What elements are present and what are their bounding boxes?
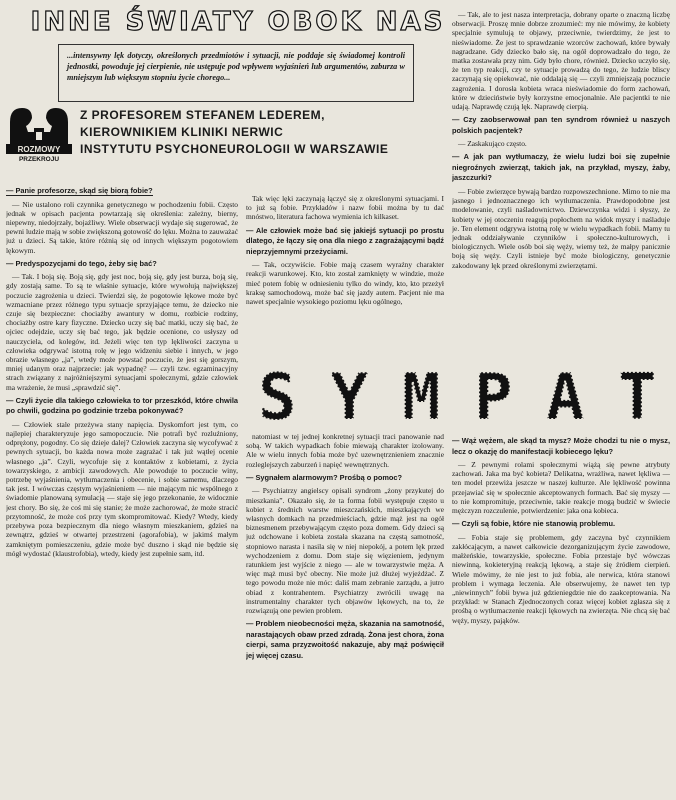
rozmowy-przekroju-logo [6,102,72,162]
art-letter: T [618,365,657,427]
question: — Czyli życie dla takiego człowieka to tor przeszkód, które chwila po chwili, godzina po godzinie trzeba pokonywać? [6,395,238,416]
question: — A jak pan wytłumaczy, że wielu ludzi boi się zupełnie niegroźnych zwierząt, takich jak, na przykład, myszy, żaby, jaszczurki? [452,152,670,183]
interview-headline [80,107,475,158]
stencil-art-letters [252,365,676,427]
question: — Ale człowiek może bać się jakiejś sytuacji po prostu dlatego, że łączy się ona dla niego z zagrażającymi bądź nieprzyjemnymi przeżyciami. [246,225,444,256]
question: — Czyli są fobie, które nie stanowią problemu. [452,519,616,529]
answer-paragraph: — Psychiatrzy angielscy opisali syndrom „żony przykutej do mieszkania”. Okazało się, że ta forma fobii występuje często u kobiet z średnich warstw mieszczańskich, mieszkających we własnych domkach na przedmieściach, gdzie mąż jest na ogół biznesmenem przebywającym często poza domem. Gdy dzieci są już odchowane i kobieta została skazana na częstą samotność, stopniowo narasta i nasila się w niej niepokój, a potem lęk przed wychodzeniem z domu. Dom staje się więzieniem, jedynym ratunkiem jest wyjście z niego — ale w towarzystwie męża. A więc mąż musi być obecny. Nie może już dłużej wyjeżdżać. Z tego powodu może nie móc: daliś mam zebranie zarządu, a jutro obiad z kontrahentem. Psychiatrzy zwrócili uwagę na instrumentalny charakter tych objawów lękowych, na to, że rozwiązują one pewien problem. [246,486,444,615]
article-column-3-top [452,10,670,362]
logo-line2: PRZEKROJU [18,156,60,162]
answer-paragraph: — Tak, oczywiście. Fobie mają czasem wyraźny charakter reakcji warunkowej. Kto, kto został zamknięty w windzie, może mieć potem fobię w odniesieniu tylko do windy, kto, kto przeżył kraksę samochodową, może bać się jazdy autem. Pacjent nie ma nawet specjalnie wysokiego poziomu lęku ogólnego, [246,260,444,306]
answer-paragraph: — Nie ustalono roli czynnika genetycznego w pochodzeniu fobii. Często jednak w opisach pacjenta powtarzają się określenia: zależny, bierny, niepewny, niedojrzały, bojaźliwy. Wiele obserwacji wydaje się sugerować, że pewni ludzie mają w sobie zwiększoną gotowość do lęku. Można to zauważać już u dzieci. Są takie, które różnią się od innych większym pogotowiem lękowym. [6,199,238,255]
question: — Czy zaobserwował pan ten syndrom również u naszych polskich pacjentek? [452,115,670,135]
art-letter: P [474,365,513,427]
article-column-2-top [246,194,444,362]
headline-line: KIEROWNIKIEM KLINIKI NERWIC [80,125,284,139]
art-letter: Y [330,365,369,427]
article-column-2-bottom [246,432,444,796]
paragraph: — Tak, ale to jest nasza interpretacja, dobrany oparte o znaczną liczbę obserwacji. Proszę mnie dobrze zrozumieć: my nie mówimy, że kobiety specjalnie symulują te objawy, przeciwnie, twierdzimy, że jest to nieświadome. Że jest to sprawdzanie wzorców zachowań, które bywały nagradzane. Gdy dziecko bało się, na ogół doprowadzało do tego, że matka zostawała przy nim. Gdy było chore, również. Dziecko uczyło się, że ten typ reakcji, czy te sytuacje prowadzą do tego, że ludzie bliscy zaczynają się opiekować, nie oddalają się — czyli zmniejszają poczucie zagrożenia. I dorosła kobieta wraca nieświadomie do form zachowań, które w dzieciństwie były korzystne emocjonalnie. Ale pacjentki te nie udają. Naprawdę czują lęk. Naprawdę cierpią. [452,10,670,112]
intro-quote-box: ...intensywny lęk dotyczy, określonych przedmiotów i sytuacji, nie poddaje się świadomej kontroli jednostki, powoduje jej cierpienie, nie ustępuje pod wpływem wyjaśnień lub argumentów, zaburza w mniejszym lub większym stopniu życie chorego... [58,44,414,102]
answer-paragraph: — Tak. I boją się. Boją się, gdy jest noc, boją się, gdy jest burza, boją się, gdy zostają same. To są te właśnie sytuacje, które wywołują największej poczucie zagrożenia u dzieci. Twierdzi się, że pogotowie lękowe może być wzmacniane przez różnego typu sytuacje sprzyjające temu, że dziecko nie czuje się bezpieczne: chociażby awantury w domu, rozbicie rodziny, chociażby ostre kary fizyczne. Dziecko uczy się bać matki, uczy się bać, że ojciec odejdzie, uczy się bać tego, jak będzie ocenione, co usłyszy od nauczyciela, od kolegów, itd. Jeżeli więc ten typ lękliwości zaczyna u człowieka odgrywać istotną rolę w jego widzeniu siebie i innych, w jego obrazie własnego „ja”, wtedy może powstać poczucie, że jest się gorszym, mniej udanym oraz najprzecie: jak wypadnę? — czyli tzw. egzaminacyjny strach związany z najróżniejszymi sytuacjami społecznymi, gdzie człowiek ma wrażenie, że musi „sprawdzić się”. [6,272,238,392]
question: — Problem nieobecności męża, skazania na samotność, narastających obaw przed zdradą. Żona jest chora, żona cierpi, sama przyzwoitość nakazuje, aby mąż poświęcił jej więcej czasu. [246,619,444,660]
article-column-1 [6,182,238,796]
headline-line: Z PROFESOREM STEFANEM LEDEREM, [80,108,326,122]
section-masthead: INNE ŚWIATY OBOK NAS [30,7,446,37]
paragraph: natomiast w tej jednej konkretnej sytuacji traci panowanie nad sobą. W takich wypadkach fobie miewają charakter izolowany. Ale w wielu innych fobia może być uzewnętrznieniem znacznie rozleglejszych zaburzeń i napięć wewnętrznych. [246,432,444,469]
question: — Panie profesorze, skąd się biorą fobie? [6,186,153,195]
article-column-3-bottom [452,432,670,796]
answer-paragraph: — Człowiek stale przeżywa stany napięcia. Dyskomfort jest tym, co najlepiej charakteryzuje jego samopoczucie. Nie potrafi być rozluźniony, odprężony, pogodny. Co się dzieje dalej? Człowiek zaczyna się wycofywać z pewnych sytuacji, bo każda nowa może zagrażać i tak już wątłej ocenie własnego „ja”. Czyli, wycofuje się z kontaktów z kobietami, z życia towarzyskiego, z ambicji zawodowych. Ale powoduje to poczucie winy, potrzebę wyjaśnienia, wytłumaczenia i obecenie, i sobie samemu, dlaczego tak jest. I wówczas częstym wyjaśnieniem — nie mającym nic wspólnego z świadomie planowaną symulacją — staje się jego przekonanie, że widocznie jest chory. Bo się, że coś mi się stanie; że może zachorować, że może stracić przytomność, że może coś przy tym skompromitować. Kiedy? Wtedy, kiedy przebywa poza bezpiecznym dla niego własnym mieszkaniem, gdzieś na zewnątrz, gdzieś w otwartej przestrzeni (agorafobia), w jakimś małym zamkniętym pomieszczeniu, gdzie może być duszno i skąd nie będzie się mógł wydostać (klaustrofobia), wtedy, kiedy jest zupełnie sam, itd. [6,419,238,558]
art-letter: S [258,365,297,427]
question: — Wąż wężem, ale skąd ta mysz? Może chodzi tu nie o mysz, lecz o okazję do manifestacji kobiecego lęku? [452,436,670,456]
art-letter: A [546,365,585,427]
headline-line: INSTYTUTU PSYCHONEUROLOGII W WARSZAWIE [80,142,389,156]
answer-paragraph: — Fobie zwierzęce bywają bardzo rozpowszechnione. Mimo to nie ma jasnego i jednoznacznego ich wytłumaczenia. Prawdopodobne jest modelowanie, czyli naśladownictwo. Dziewczynka widzi i słyszy, że kobiety w jej otoczeniu reagują popłochem na widok myszy i naśladuje je. Ten element odgrywa istotną rolę w wielu wypadkach fobii. Mamy tu jednak oddziaływanie czynników i społeczno-kulturowych, i biologicznych. Wiele osób boi się węży, wiemy też, że małpy panicznie boją się węży. Czyli istnieje być może biologiczny, genetycznie zakodowany lęk przed określonymi zwierzętami. [452,186,670,270]
answer-paragraph: — Zaskakująco często. [458,139,527,149]
answer-paragraph: — Fobia staje się problemem, gdy zaczyna być czynnikiem zakłócającym, a nawet całkowicie dezorganizującym życie zawodowe, małżeńskie, towarzyskie, społeczne. Fobia przestaje być wówczas niewinną, kokieteryjną reakcją lękową, a staje się źródłem cierpień. Wiele mówimy, że nie jest to już fobia, ale nerwica, która stanowi problem i wymaga leczenia. Ale obserwujemy, że nawet ten typ „niewinnych” fobii bywa już gdzieniegdzie nie do zaakceptowania. Na przykład: w Stanach Zjednoczonych coraz więcej kobiet zgłasza się z prośbą o wytłumaczenie reakcji lękowych na zwierzęta. Nie chcą się bać węży, myszy, pająków. [452,532,670,625]
answer-paragraph: — Z pewnymi rolami społecznymi wiążą się pewne atrybuty zachowań. Jaka ma być kobieta? Delikatna, wrażliwa, nawet lękliwa — ten model przewiża jeszcze w naszej kulturze. Ale lękliwość powinna przejawiać się w społecznie akceptowanych formach. Bać się myszy — to nie kompromituje, przeciwnie, takie reakcje mogą budzić w świecie mężczyzn rozczulenie, potwierdzenie: jaka ona kobieca. [452,460,670,516]
art-letter: M [402,365,441,427]
logo-line1: ROZMOWY [17,145,61,154]
paragraph: Tak więc lęki zaczynają łączyć się z określonymi sytuacjami. I to już są fobie. Przykładów i nazw fobii można by tu dać mnóstwo, literatura fachowa wymienia ich kilkaset. [246,194,444,222]
question: — Predyspozycjami do tego, żeby się bać? [6,258,157,268]
question: — Sygnałem alarmowym? Prośbą o pomoc? [246,472,403,482]
